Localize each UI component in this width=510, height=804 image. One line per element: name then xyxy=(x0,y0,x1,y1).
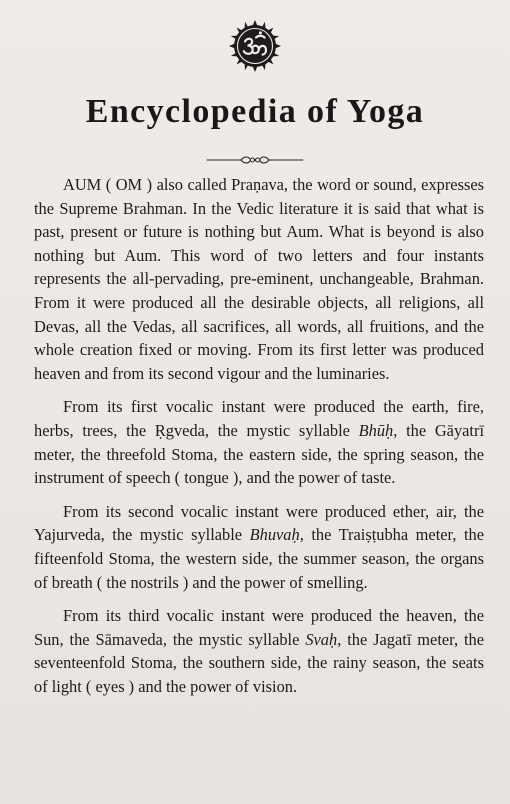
paragraph-text: From its first vocalic instant were produced the earth, fire, herbs, trees, the Ṛgveda, the mystic syllable xyxy=(34,397,484,440)
paragraph-3 xyxy=(34,500,484,594)
paragraph-text: , the Jagatī meter, the seventeenfold Stoma, the southern side, the rainy season, the seats of light ( eyes ) and the power of vision. xyxy=(34,629,484,696)
paragraph-text: From its third vocalic instant were produced the heaven, the Sun, the Sāmaveda, the mystic syllable xyxy=(34,606,484,649)
paragraph-1 xyxy=(34,173,484,385)
paragraph-text: , the Traiṣṭubha meter, the fifteenfold Stoma, the western side, the summer season, the organs of breath ( the nostrils ) and the power of smelling. xyxy=(34,525,484,592)
page-title: Encyclopedia of Yoga xyxy=(85,93,425,130)
flourish-divider-icon xyxy=(205,154,305,166)
mystic-syllable: Svaḥ xyxy=(305,629,338,649)
paragraph-2 xyxy=(34,395,484,489)
paragraph-text: AUM ( OM ) also called Praṇava, the word or sound, expresses the Supreme Brahman. In the Vedic literature it is said that what is past, present or future is nothing but Aum. What is beyond is also nothing but Aum. This word of two letters and four instants represents the all-pervading, pre-eminent, unchangeable, Brahman. From it were produced all the desirable objects, all religions, all Devas, all the Vedas, all sacrifices, all words, all fruitions, and the whole creation fixed or moving. From its first letter was produced heaven and from its second vigour and the luminaries. xyxy=(34,175,484,383)
om-symbol-icon xyxy=(229,20,281,72)
paragraph-4 xyxy=(34,604,484,698)
mystic-syllable: Bhuvaḥ xyxy=(249,525,300,545)
article-body xyxy=(34,173,484,708)
paragraph-text: , the Gāyatrī meter, the threefold Stoma, the eastern side, the spring season, the instrument of speech ( tongue ), and the power of taste. xyxy=(34,420,484,488)
paragraph-text: From its second vocalic instant were produced ether, air, the Yajurveda, the mystic syllable xyxy=(34,501,484,545)
mystic-syllable: Bhūḥ xyxy=(358,420,394,440)
